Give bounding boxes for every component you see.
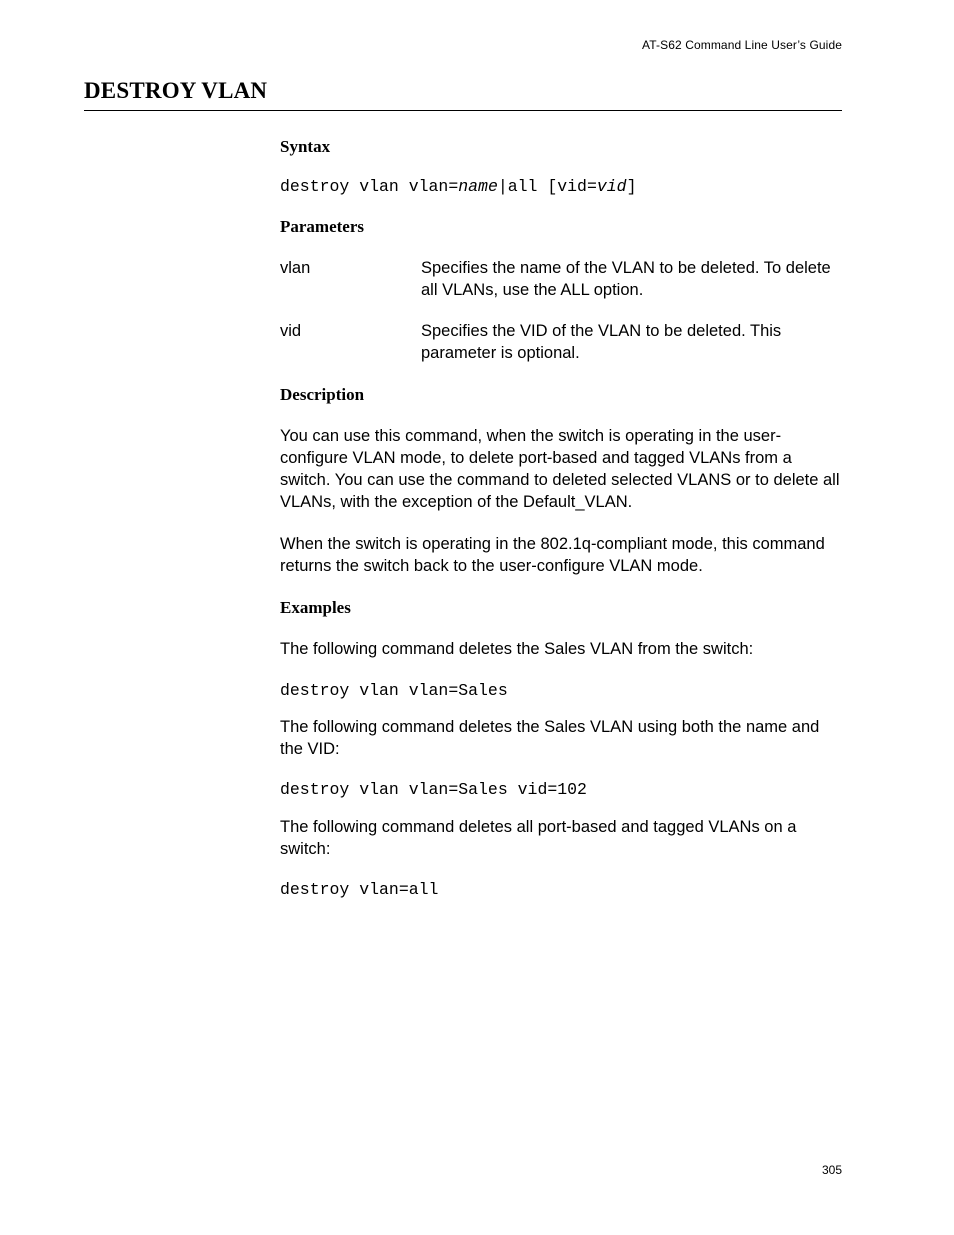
example-code: destroy vlan=all xyxy=(280,880,439,899)
content-body xyxy=(280,136,840,901)
parameter-name: vid xyxy=(280,322,302,340)
example-text: The following command deletes all port-based and tagged VLANs on a switch: xyxy=(280,818,797,858)
example-code: destroy vlan vlan=Sales vid=102 xyxy=(280,780,587,799)
parameter-row-vlan xyxy=(280,257,840,301)
parameter-row-vid xyxy=(280,320,840,364)
syntax-code xyxy=(280,176,840,198)
page-number: 305 xyxy=(821,1163,842,1177)
syntax-code-middle: |all [vid= xyxy=(497,177,597,196)
parameter-description: Specifies the name of the VLAN to be deleted. To delete all VLANs, use the ALL option. xyxy=(421,259,831,299)
examples-heading: Examples xyxy=(280,598,351,617)
syntax-vid-param: vid xyxy=(596,177,627,196)
parameter-name: vlan xyxy=(280,259,311,277)
description-paragraph: You can use this command, when the switch is operating in the user-configure VLAN mode, to delete port-based and tagged VLANs from a switch. You can use the command to deleted selected VLANS or to delete all VLANs, with the exception of the Default_VLAN. xyxy=(280,427,840,511)
page-title: DESTROY VLAN xyxy=(84,78,268,103)
syntax-name-param: name xyxy=(458,177,498,196)
description-paragraph: When the switch is operating in the 802.1q-compliant mode, this command returns the switch back to the user-configure VLAN mode. xyxy=(280,535,825,575)
example-text: The following command deletes the Sales VLAN using both the name and the VID: xyxy=(280,718,820,758)
syntax-code-suffix: ] xyxy=(626,177,637,196)
running-header: AT-S62 Command Line User’s Guide xyxy=(642,38,842,52)
syntax-code-prefix: destroy vlan vlan= xyxy=(280,177,459,196)
example-code: destroy vlan vlan=Sales xyxy=(280,681,508,700)
example-text: The following command deletes the Sales VLAN from the switch: xyxy=(280,640,754,658)
parameters-heading: Parameters xyxy=(280,217,365,236)
description-heading: Description xyxy=(280,385,365,404)
syntax-heading: Syntax xyxy=(280,137,331,156)
title-divider xyxy=(84,110,842,111)
parameter-description: Specifies the VID of the VLAN to be deleted. This parameter is optional. xyxy=(421,322,782,362)
